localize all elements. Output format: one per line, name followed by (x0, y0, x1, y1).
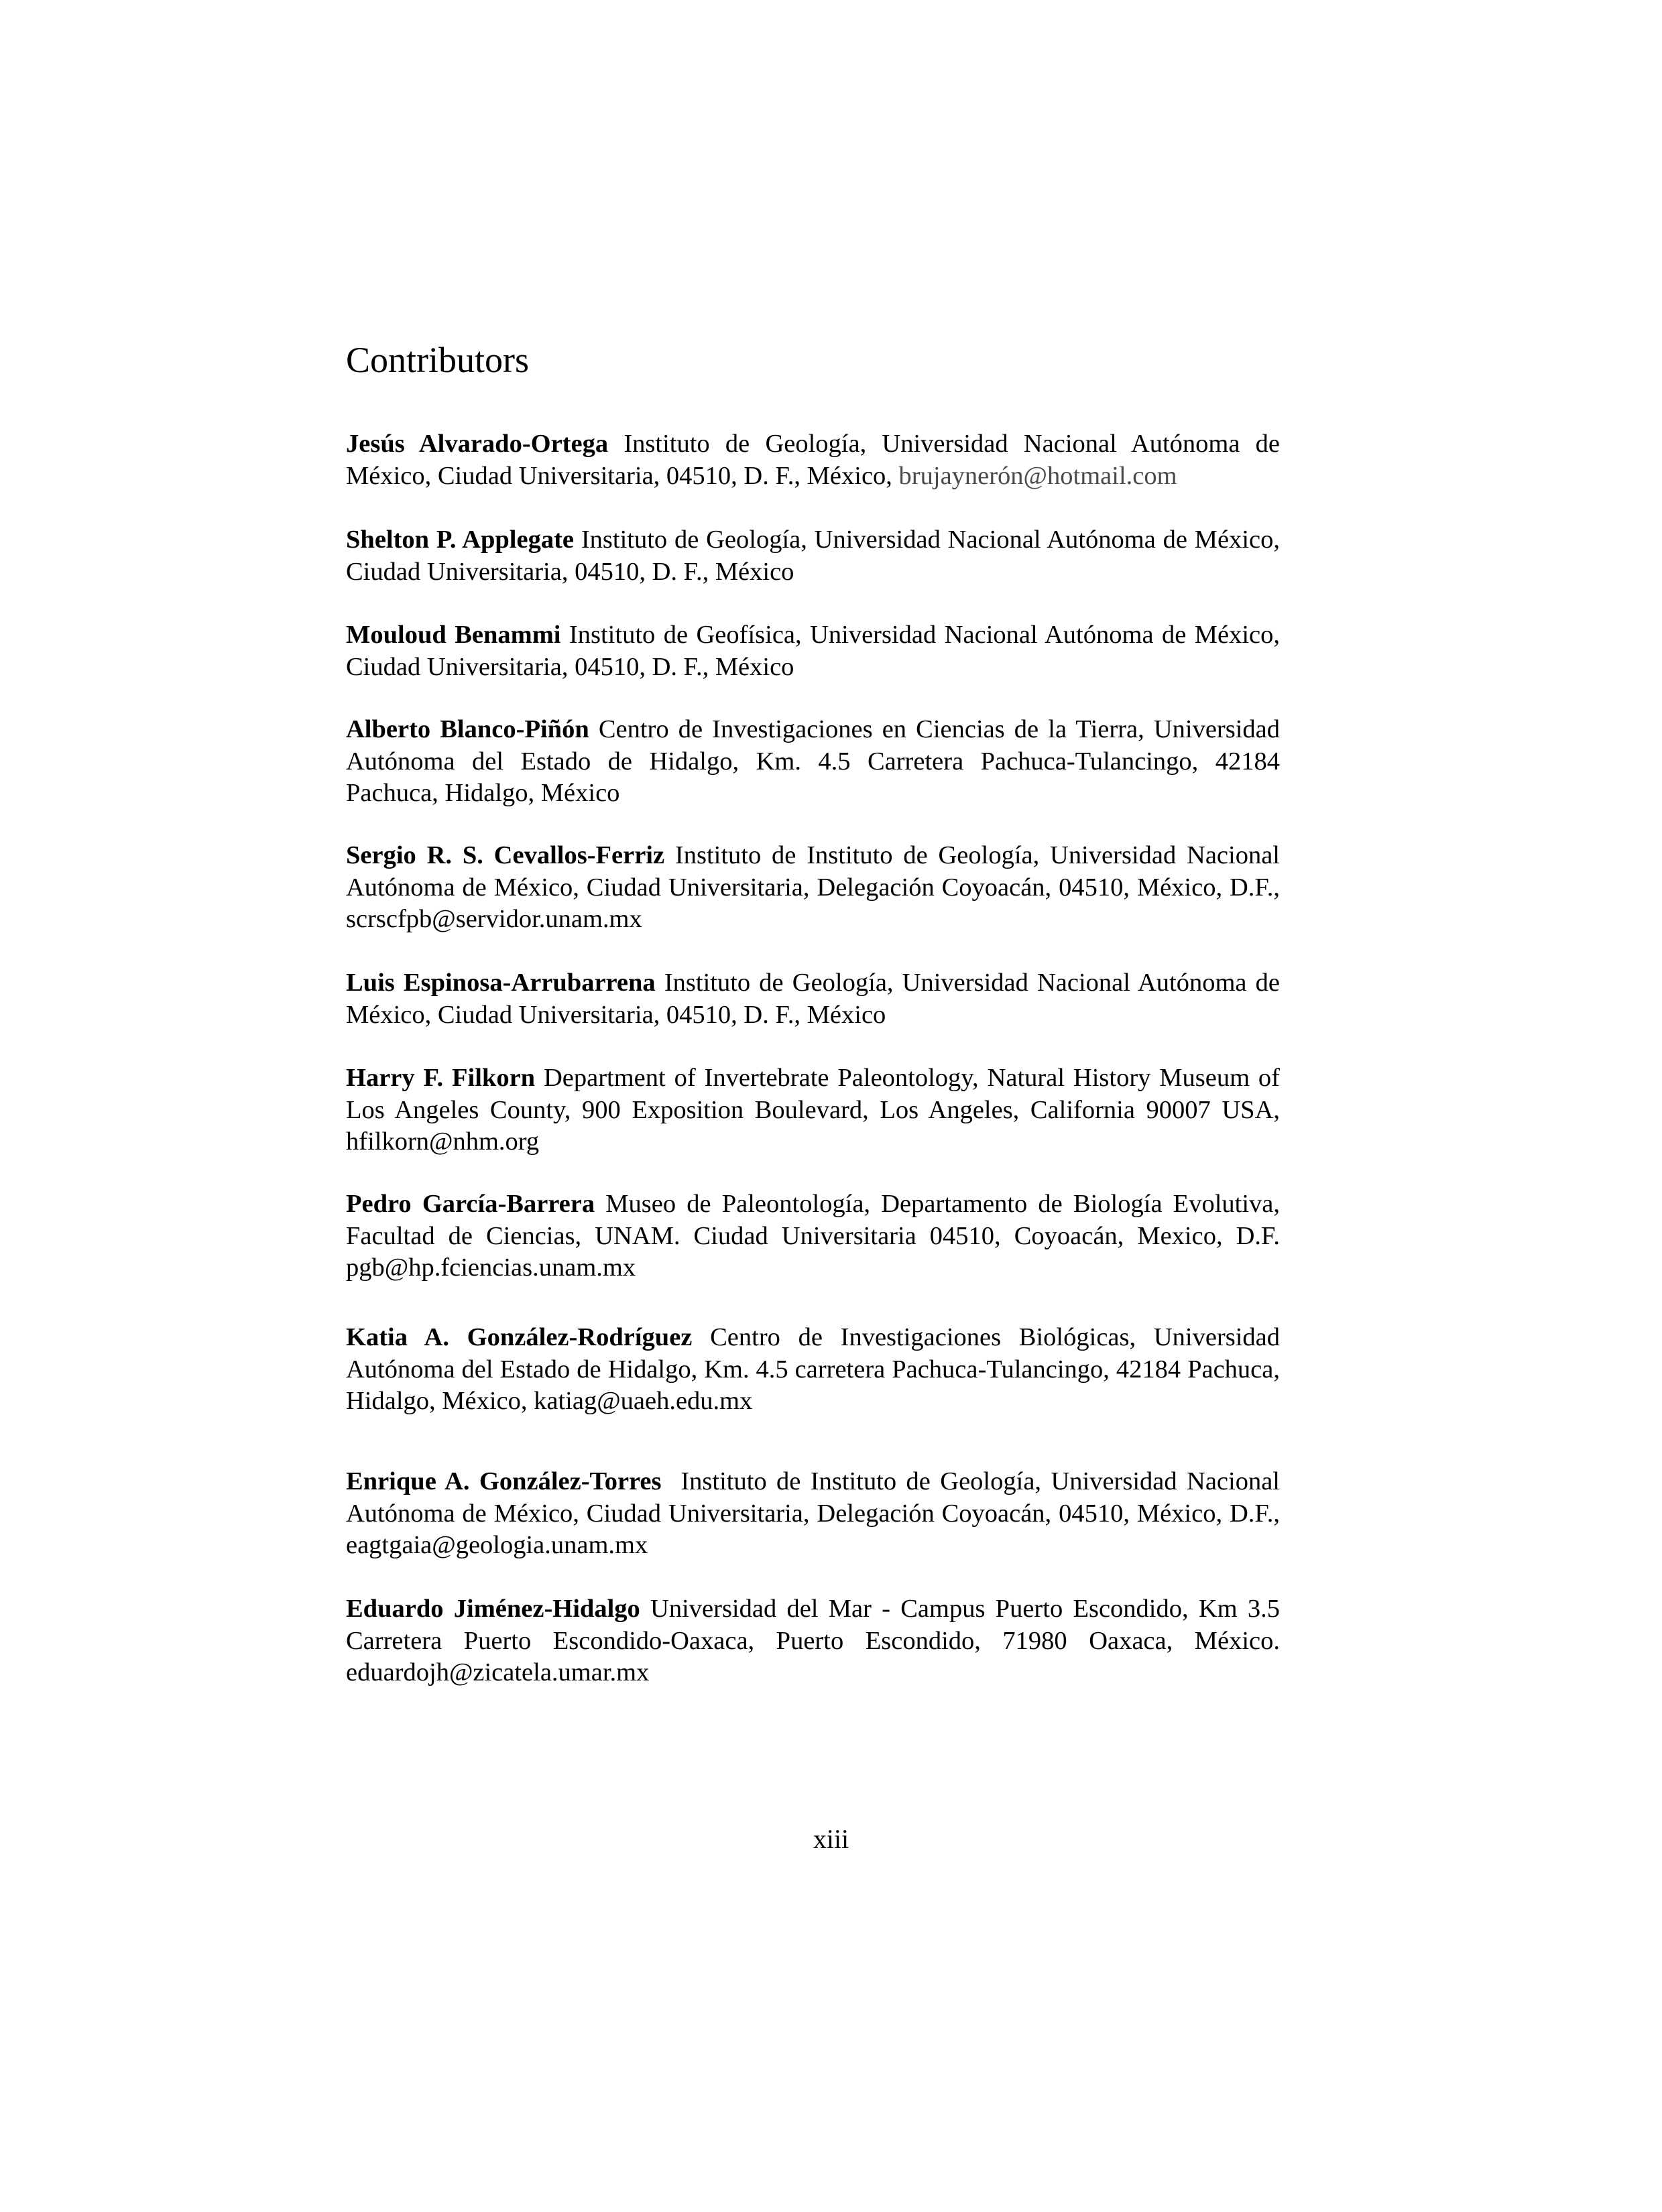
contributor-affiliation: Universidad del Mar - Campus Puerto Escondido, Km 3.5 Carretera Puerto Escondido-Oaxaca, Puerto Escondido, 71980 Oaxaca, México. (346, 1595, 1280, 1655)
contributor-entry (346, 1322, 1280, 1418)
contributor-name: Katia A. González-Rodríguez (346, 1323, 693, 1351)
contributor-affiliation: Centro de Investigaciones en Ciencias de la Tierra, Universidad Autónoma del Estado de Hidalgo, Km. 4.5 Carretera Pachuca-Tulancingo, 42184 Pachuca, Hidalgo, México (346, 715, 1280, 807)
contributor-name: Eduardo Jiménez-Hidalgo (346, 1595, 640, 1623)
contributor-email[interactable]: brujaynerón@hotmail.com (898, 461, 1177, 490)
contributor-affiliation: Instituto de Geología, Universidad Nacional Autónoma de México, Ciudad Universitaria, 04510, D. F., México (346, 969, 1280, 1029)
contributor-name: Enrique A. González-Torres (346, 1467, 662, 1495)
contributor-affiliation: Instituto de Geología, Universidad Nacional Autónoma de México, Ciudad Universitaria, 04510, D. F., México (346, 526, 1280, 586)
contributor-entry (346, 524, 1280, 588)
contributor-affiliation: Instituto de Instituto de Geología, Universidad Nacional Autónoma de México, Ciudad Universitaria, Delegación Coyoacán, 04510, México, D.F., (346, 1467, 1287, 1528)
contributor-email[interactable]: eduardojh@zicatela.umar.mx (346, 1658, 650, 1686)
page-title: Contributors (346, 340, 530, 380)
contributor-affiliation: Instituto de Instituto de Geología, Universidad Nacional Autónoma de México, Ciudad Universitaria, Delegación Coyoacán, 04510, México, D.F., (346, 841, 1280, 902)
contributor-entry (346, 967, 1280, 1031)
contributor-affiliation: Instituto de Geofísica, Universidad Nacional Autónoma de México, Ciudad Universitaria, 04510, D. F., México (346, 621, 1280, 681)
contributor-entry (346, 1466, 1287, 1562)
contributor-name: Sergio R. S. Cevallos-Ferriz (346, 841, 665, 869)
contributor-name: Jesús Alvarado-Ortega (346, 430, 609, 458)
contributor-entry (346, 1593, 1280, 1689)
contributor-email[interactable]: eagtgaia@geologia.unam.mx (346, 1531, 648, 1559)
contributor-email[interactable]: scrscfpb@servidor.unam.mx (346, 905, 642, 933)
contributor-entry (346, 840, 1280, 936)
contributor-affiliation: Department of Invertebrate Paleontology, Natural History Museum of Los Angeles County, 900 Exposition Boulevard, Los Angeles, California 90007 USA, (346, 1064, 1280, 1124)
contributor-affiliation: Museo de Paleontología, Departamento de Biología Evolutiva, Facultad de Ciencias, UNAM. Ciudad Universitaria 04510, Coyoacán, Mexico, D.F. (346, 1190, 1280, 1250)
contributor-entry (346, 1062, 1280, 1158)
contributor-name: Mouloud Benammi (346, 621, 561, 649)
contributor-name: Pedro García-Barrera (346, 1190, 595, 1218)
contributor-email[interactable]: pgb@hp.fciencias.unam.mx (346, 1253, 636, 1282)
contributor-name: Alberto Blanco-Piñón (346, 715, 589, 743)
contributor-entry (346, 714, 1280, 810)
contributor-email[interactable]: hfilkorn@nhm.org (346, 1127, 540, 1156)
contributor-email[interactable]: katiag@uaeh.edu.mx (534, 1387, 753, 1415)
contributor-entry (346, 428, 1280, 492)
contributor-affiliation: Instituto de Geología, Universidad Nacional Autónoma de México, Ciudad Universitaria, 04510, D. F., México, (346, 430, 1281, 490)
contributor-name: Luis Espinosa-Arrubarrena (346, 969, 656, 997)
page-number: xiii (813, 1824, 849, 1854)
contributor-name: Harry F. Filkorn (346, 1064, 536, 1092)
contributor-name: Shelton P. Applegate (346, 526, 575, 554)
contributor-entry (346, 619, 1280, 683)
contributor-entry (346, 1188, 1280, 1284)
contributor-affiliation: Centro de Investigaciones Biológicas, Universidad Autónoma del Estado de Hidalgo, Km. 4.5 carretera Pachuca-Tulancingo, 42184 Pachuca, Hidalgo, México, (346, 1323, 1280, 1415)
